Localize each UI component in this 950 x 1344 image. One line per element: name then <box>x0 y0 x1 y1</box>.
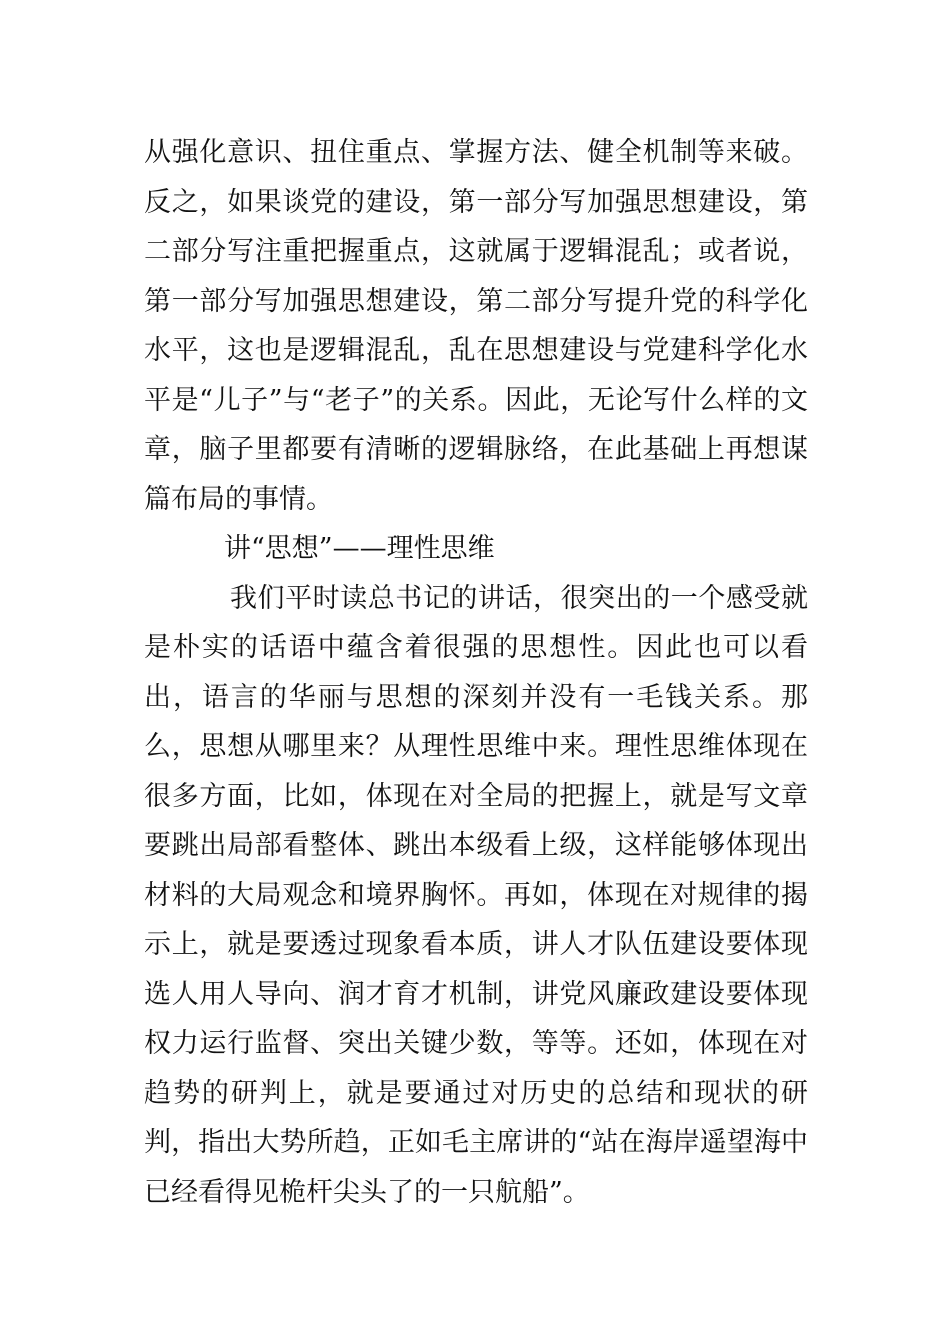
paragraph-rational-thinking: 我们平时读总书记的讲话，很突出的一个感受就是朴实的话语中蕴含着很强的思想性。因此也可以看出，语言的华丽与思想的深刻并没有一毛钱关系。那么，思想从哪里来？从理性思维中来。理性思维体现在很多方面，比如，体现在对全局的把握上，就是写文章要跳出局部看整体、跳出本级看上级，这样能够体现出材料的大局观念和境界胸怀。再如，体现在对规律的揭示上，就是要透过现象看本质，讲人才队伍建设要体现选人用人导向、润才育才机制，讲党风廉政建设要体现权力运行监督、突出关键少数，等等。还如，体现在对趋势的研判上，就是要通过对历史的总结和现状的研判，指出大势所趋，正如毛主席讲的“站在海岸遥望海中已经看得见桅杆尖头了的一只航船”。 <box>144 582 808 1208</box>
paragraph-logic-continuation: 从强化意识、扭住重点、掌握方法、健全机制等来破。反之，如果谈党的建设，第一部分写加强思想建设，第二部分写注重把握重点，这就属于逻辑混乱；或者说，第一部分写加强思想建设，第二部分写提升党的科学化水平，这也是逻辑混乱，乱在思想建设与党建科学化水平是“儿子”与“老子”的关系。因此，无论写什么样的文章，脑子里都要有清晰的逻辑脉络，在此基础上再想谋篇布局的事情。 <box>144 137 808 515</box>
section-heading: 讲“思想”——理性思维 <box>224 533 495 564</box>
document-body <box>144 128 808 1217</box>
